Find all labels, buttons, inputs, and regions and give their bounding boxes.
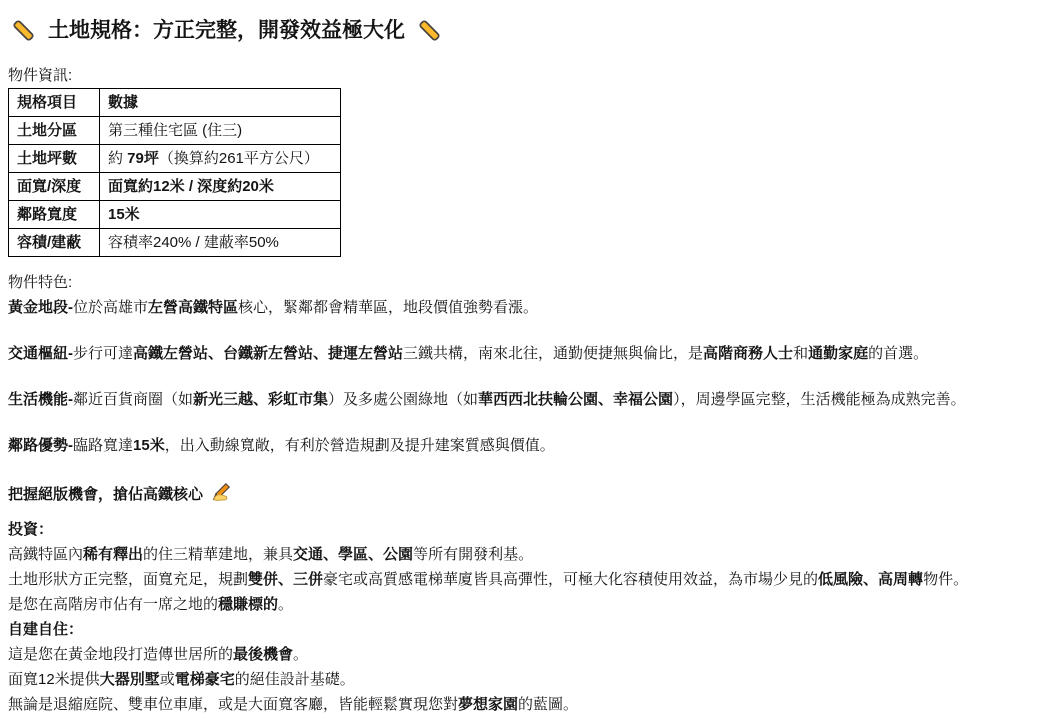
- spec-row-label: 土地坪數: [9, 145, 100, 173]
- spec-table: [8, 88, 341, 257]
- cta-heading-text: 把握絕版機會，搶佔高鐵核心: [8, 486, 204, 503]
- spec-col-header-data: 數據: [100, 89, 341, 117]
- spec-table-header-row: [9, 89, 341, 117]
- spec-row-value: 15米: [100, 201, 341, 229]
- spec-col-header-item: 規格項目: [9, 89, 100, 117]
- feature-golden-location: 黃金地段-位於高雄市左營高鐵特區核心，緊鄰都會精華區，地段價值強勢看漲。: [8, 299, 539, 316]
- writing-hand-icon: [211, 479, 234, 510]
- page-title: [10, 17, 1042, 44]
- table-row: [9, 229, 341, 257]
- spec-row-label: 鄰路寬度: [9, 201, 100, 229]
- spec-row-label: 土地分區: [9, 117, 100, 145]
- feature-road-advantage: 鄰路優勢-臨路寬達15米，出入動線寬敞，有利於營造規劃及提升建案質感與價值。: [8, 437, 555, 454]
- feature-transport-hub: 交通樞紐-步行可達高鐵左營站、台鐵新左營站、捷運左營站三鐵共構，南來北往，通勤便捷無與倫比，是高階商務人士和通勤家庭的首選。: [8, 345, 929, 362]
- invest-line: 是您在高階房市佔有一席之地的穩賺標的。: [8, 596, 294, 613]
- self-build-line: 這是您在黃金地段打造傳世居所的最後機會。: [8, 646, 309, 663]
- self-build-line: 無論是退縮庭院、雙車位車庫，或是大面寬客廳，皆能輕鬆實現您對夢想家園的藍圖。: [8, 696, 579, 713]
- page-title-text: 土地規格：方正完整，開發效益極大化: [48, 19, 405, 42]
- spec-row-value: 約 79坪（換算約261平方公尺）: [100, 145, 341, 173]
- invest-line: 高鐵特區內稀有釋出的住三精華建地，兼具交通、學區、公園等所有開發利基。: [8, 546, 534, 563]
- spec-row-label: 面寬/深度: [9, 173, 100, 201]
- spec-row-value: 面寬約12米 / 深度約20米: [100, 173, 341, 201]
- table-row: [9, 145, 341, 173]
- pencil-icon: [10, 17, 37, 44]
- invest-heading: 投資：: [8, 521, 54, 538]
- property-info-label: 物件資訊:: [8, 67, 73, 84]
- spec-row-value: 容積率240% / 建蔽率50%: [100, 229, 341, 257]
- self-build-heading: 自建自住：: [8, 621, 84, 638]
- spec-row-value: 第三種住宅區 (住三): [100, 117, 341, 145]
- table-row: [9, 117, 341, 145]
- table-row: [9, 201, 341, 229]
- self-build-line: 面寬12米提供大器別墅或電梯豪宅的絕佳設計基礎。: [8, 671, 355, 688]
- table-row: [9, 173, 341, 201]
- property-features-label: 物件特色:: [8, 274, 73, 291]
- feature-lifestyle: 生活機能-鄰近百貨商圈（如新光三越、彩虹市集）及多處公園綠地（如華西西北扶輪公園、幸福公園），周邊學區完整，生活機能極為成熟完善。: [8, 391, 966, 408]
- spec-row-label: 容積/建蔽: [9, 229, 100, 257]
- cta-heading: [8, 479, 1042, 510]
- pencil-icon: [416, 17, 443, 44]
- invest-line: 土地形狀方正完整，面寬充足，規劃雙併、三併豪宅或高質感電梯華廈皆具高彈性，可極大化容積使用效益，為市場少見的低風險、高周轉物件。: [8, 571, 969, 588]
